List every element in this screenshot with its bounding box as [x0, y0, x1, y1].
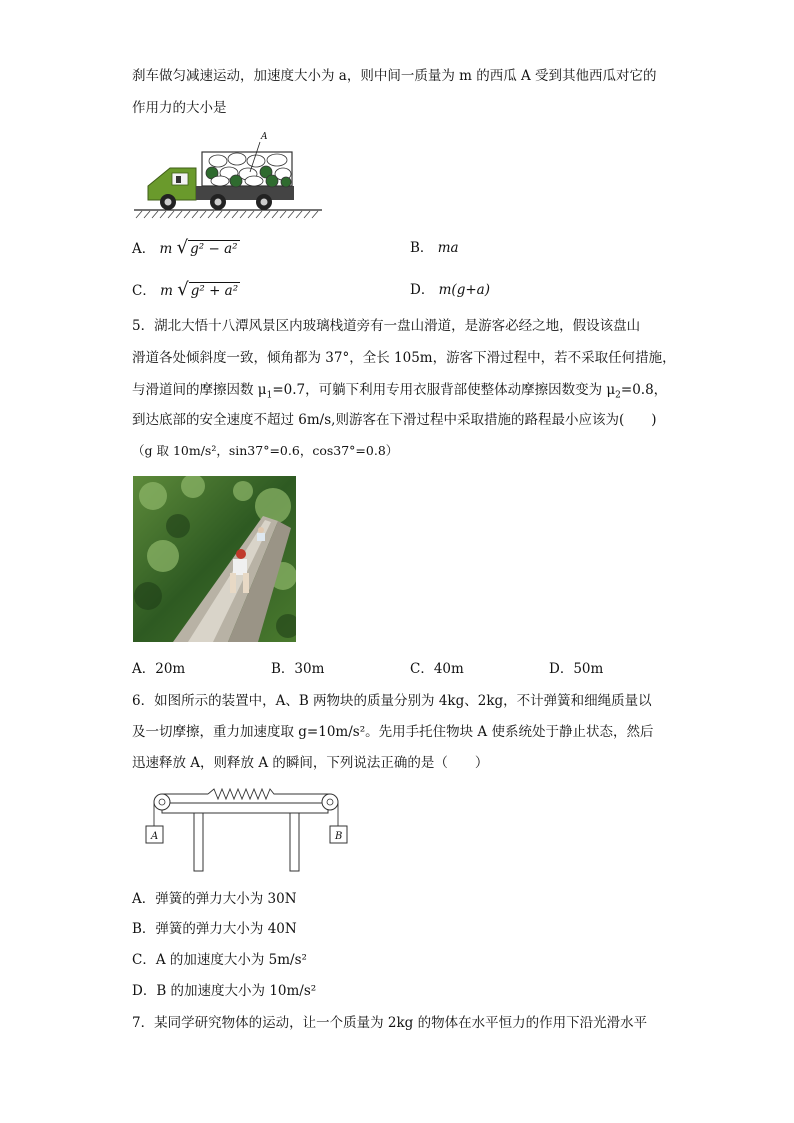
q6-text-line2: 及一切摩擦，重力加速度取 g=10m/s²。先用手托住物块 A 使系统处于静止状态，然后: [132, 724, 654, 740]
truck-watermelon-figure: [132, 128, 327, 220]
q6-option-c[interactable]: C．A 的加速度大小为 5m/s²: [132, 952, 307, 968]
option-a-label: A．: [132, 241, 156, 257]
q5-text-line1: 5．湖北大悟十八潭风景区内玻璃栈道旁有一盘山滑道，是游客必经之地，假设该盘山: [132, 318, 641, 334]
spring-pulley-figure: [140, 788, 355, 874]
q6-text-line1: 6．如图所示的装置中，A、B 两物块的质量分别为 4kg、2kg，不计弹簧和细绳质量以: [132, 693, 652, 709]
q5-option-a[interactable]: A．20m: [132, 661, 186, 677]
option-a-sqrt: √ g² − a²: [176, 237, 238, 258]
option-c-mass: m: [160, 283, 173, 299]
q4-option-b[interactable]: [410, 238, 459, 258]
q5-text-line5: （g 取 10m/s²，sin37°=0.6，cos37°=0.8）: [132, 443, 399, 458]
q5-text-line3: 与滑道间的摩擦因数 $\mu_1=0.7$，可躺下利用专用衣服背部使整体动摩擦因数变为 $\mu_2=0.8$，: [132, 382, 668, 401]
q5-option-c[interactable]: C．40m: [410, 661, 464, 677]
figure-label-a: A: [261, 132, 268, 142]
q6-option-d[interactable]: D．B 的加速度大小为 10m/s²: [132, 983, 317, 999]
q5-text-line4: 到达底部的安全速度不超过 6m/s,则游客在下滑过程中采取措施的路程最小应该为( ): [132, 412, 657, 428]
q4-text-line2: 作用力的大小是: [132, 100, 227, 116]
slide-photo: [133, 476, 296, 642]
option-a-radicand: g² − a²: [190, 241, 238, 257]
block-a-label: A: [151, 831, 159, 842]
option-a-mass: m: [159, 241, 173, 257]
option-c-label: C．: [132, 283, 156, 299]
block-b-label: B: [335, 831, 343, 842]
q6-option-a[interactable]: A．弹簧的弹力大小为 30N: [132, 891, 297, 907]
q4-option-a[interactable]: [132, 238, 240, 259]
option-d-label: D．: [410, 282, 435, 298]
q6-text-line3: 迅速释放 A，则释放 A 的瞬间，下列说法正确的是（ ）: [132, 755, 489, 771]
q4-option-c[interactable]: [132, 280, 240, 301]
option-d-value: m(g+a): [438, 282, 490, 298]
q5-option-b[interactable]: B．30m: [271, 661, 325, 677]
q4-text-line1: 刹车做匀减速运动，加速度大小为 a，则中间一质量为 m 的西瓜 A 受到其他西瓜对它的: [132, 68, 657, 84]
q7-text-line1: 7．某同学研究物体的运动，让一个质量为 2kg 的物体在水平恒力的作用下沿光滑水平: [132, 1015, 648, 1031]
option-c-radicand: g² + a²: [190, 283, 239, 299]
q4-option-d[interactable]: [410, 280, 490, 300]
q5-option-d[interactable]: D．50m: [549, 661, 604, 677]
option-b-label: B．: [410, 240, 434, 256]
option-b-value: ma: [437, 240, 459, 256]
q6-option-b[interactable]: B．弹簧的弹力大小为 40N: [132, 921, 297, 937]
option-c-sqrt: √ g² + a²: [177, 279, 239, 300]
q5-text-line2: 滑道各处倾斜度一致，倾角都为 37°，全长 105m，游客下滑过程中，若不采取任何措施，: [132, 350, 676, 366]
